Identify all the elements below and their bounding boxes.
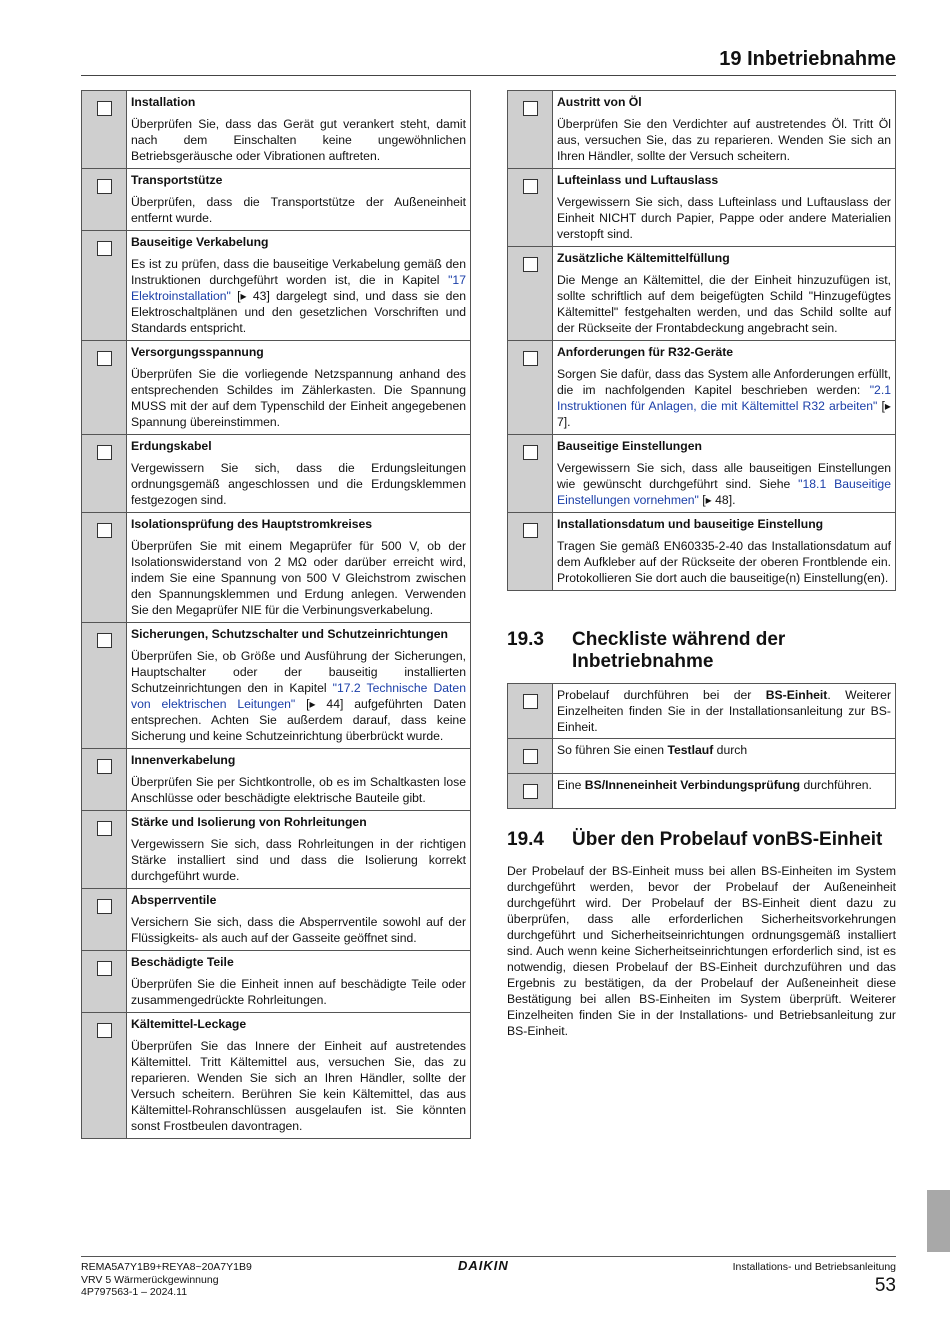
checklist-text-cell [127, 811, 471, 889]
footer-manual-title: Installations- und Betriebsanleitung [732, 1261, 896, 1273]
checklist-row [82, 889, 471, 951]
commissioning-checklist [507, 683, 896, 809]
checklist-row [82, 169, 471, 231]
checklist-item-description: Vergewissern Sie sich, dass die Erdungsleitungen ordnungsgemäß angeschlossen und die Erdungsklemmen festgezogen sind. [131, 461, 466, 507]
checklist-row [82, 811, 471, 889]
checkbox-cell [508, 513, 553, 591]
checklist-item-description: Überprüfen Sie mit einem Megaprüfer für 500 V, ob der Isolationswiderstand von 2 MΩ oder darüber erreicht wird, indem Sie eine Spannung von 500 V Gleichstrom zwischen den Spannungsklemmen und Erdung anlegen. Verwenden Sie den Megaprüfer NIE für die Verbinungsverkabelung. [131, 539, 466, 617]
checkbox-cell [82, 435, 127, 513]
checklist-item-title: Installation [131, 95, 196, 109]
checklist-item-title: Lufteinlass und Luftauslass [557, 173, 719, 187]
checklist-text-cell [553, 684, 896, 739]
section-number: 19.4 [507, 829, 544, 850]
checklist-text-cell [127, 1013, 471, 1139]
checklist-item-title: Absperrventile [131, 893, 217, 907]
description-text: [▸ 43] dargelegt sind, und dass sie den Elektroschaltplänen und den gesetzlichen Vorschriften und Standards entspricht. [131, 289, 466, 335]
description-text: Es ist zu prüfen, dass die bauseitige Verkabelung gemäß den Instruktionen durchgeführt worden ist, die in Kapitel [131, 257, 466, 287]
checklist-item-description: Überprüfen Sie das Innere der Einheit auf austretendes Kältemittel. Tritt Kältemittel aus, versuchen Sie, das zu reparieren. Wenden Sie sich an Ihren Händler, sollte der Versuch scheitern. Berühren Sie kein Kältemittel, das aus Kältemittel-Rohranschlüssen ausgelaufen ist. Sie könnten sonst Frostbeulen davontragen. [131, 1039, 466, 1133]
description-text: [▸ 48]. [698, 493, 736, 507]
checklist-row [82, 1013, 471, 1139]
item-text-bold: BS/Inneneinheit Verbindungsprüfung [584, 778, 801, 792]
checklist-item-title: Erdungskabel [131, 439, 212, 453]
checkbox-cell [82, 951, 127, 1013]
checklist-item-description [557, 366, 891, 430]
checkbox-cell [508, 684, 553, 739]
checklist-row [508, 774, 896, 809]
footer-product: VRV 5 Wärmerückgewinnung [81, 1273, 219, 1286]
item-text: durchführen. [800, 778, 872, 792]
checklist-row [82, 749, 471, 811]
checklist-item-title: Installationsdatum und bauseitige Einstellung [557, 517, 824, 531]
checkbox[interactable] [97, 821, 112, 836]
item-text: durch [713, 743, 748, 757]
checkbox[interactable] [523, 257, 538, 272]
item-text: Probelauf durchführen bei der [557, 688, 766, 702]
checkbox[interactable] [523, 101, 538, 116]
checklist-text-cell [127, 513, 471, 623]
checklist-item-description: Überprüfen Sie die vorliegende Netzspannung anhand des entsprechenden Schildes im Zählerkasten. Die Spannung MUSS mit der auf dem Typenschild der Einheit angegebenen Spannung übereinstimmen. [131, 367, 466, 429]
checkbox[interactable] [523, 351, 538, 366]
footer-doc-id: 4P797563-1 – 2024.11 [81, 1286, 188, 1298]
item-text-bold: Testlauf [667, 743, 714, 757]
checklist-text-cell [127, 231, 471, 341]
checkbox-cell [508, 435, 553, 513]
checklist-text-cell [553, 435, 896, 513]
checklist-item-description [557, 460, 891, 508]
checklist-item-title: Innenverkabelung [131, 753, 236, 767]
description-text: [▸ 44] aufgeführten Daten entsprechen. Achten Sie außerdem darauf, dass keine Sicherung und keine Schutzeinrichtung überbrückt wurde. [131, 697, 466, 743]
checklist-item-description: Überprüfen, dass die Transportstütze der Außeneinheit entfernt wurde. [131, 195, 466, 225]
cross-reference-link[interactable]: "17 Elektroinstallation" [131, 273, 466, 303]
checklist-row [508, 684, 896, 739]
checkbox[interactable] [523, 179, 538, 194]
checkbox-cell [508, 169, 553, 247]
checklist-row [508, 169, 896, 247]
section-19-4-heading [507, 829, 896, 853]
section-title: Checkliste während der Inbetriebnahme [572, 629, 786, 672]
item-text: So führen Sie einen [557, 743, 668, 757]
checkbox-cell [82, 889, 127, 951]
left-checklist [81, 90, 471, 1139]
checklist-item-title: Sicherungen, Schutzschalter und Schutzeinrichtungen [131, 627, 448, 641]
cross-reference-link[interactable]: "17.2 Technische Daten von elektrischen Leitungen" [131, 681, 466, 711]
checkbox[interactable] [97, 241, 112, 256]
checkbox-cell [508, 774, 553, 809]
checkbox-cell [82, 1013, 127, 1139]
checklist-item-title: Isolationsprüfung des Hauptstromkreises [131, 517, 373, 531]
checklist-text-cell [127, 91, 471, 169]
checklist-item-description: Überprüfen Sie per Sichtkontrolle, ob es im Schaltkasten lose Anschlüsse oder beschädigte elektrische Bauteile gibt. [131, 775, 466, 805]
checkbox-cell [82, 231, 127, 341]
checkbox-cell [82, 169, 127, 231]
checklist-text-cell [127, 169, 471, 231]
checklist-item-description: Überprüfen Sie den Verdichter auf austretendes Öl. Tritt Öl aus, versuchen Sie, das zu reparieren. Wenden Sie sich an Ihren Händler, sollte der Versuch scheitern. [557, 117, 891, 163]
checkbox[interactable] [97, 633, 112, 648]
cross-reference-link[interactable]: "18.1 Bauseitige Einstellungen vornehmen" [557, 477, 891, 507]
checkbox[interactable] [523, 445, 538, 460]
checklist-row [508, 341, 896, 435]
checklist-item-description [131, 648, 466, 744]
checklist-item-title: Bauseitige Verkabelung [131, 235, 269, 249]
chapter-title: 19 Inbetriebnahme [719, 48, 896, 70]
checklist-text-cell [127, 341, 471, 435]
checkbox-cell [82, 811, 127, 889]
checklist-row [508, 91, 896, 169]
checkbox[interactable] [523, 694, 538, 709]
checkbox-cell [508, 341, 553, 435]
checkbox-cell [508, 247, 553, 341]
checklist-item-title: Bauseitige Einstellungen [557, 439, 702, 453]
checkbox[interactable] [97, 1023, 112, 1038]
section-19-3-heading [507, 629, 896, 675]
checklist-item-description: Tragen Sie gemäß EN60335-2-40 das Installationsdatum auf dem Aufkleber auf der Rückseite der oberen Frontblende ein. Protokollieren Sie dort auch die bauseitige(n) Einstellung(en). [557, 539, 891, 585]
section-19-4-text: Der Probelauf der BS-Einheit muss bei allen BS-Einheiten im System durchgeführt werden, bevor der Probelauf der Außeneinheit durchgeführt wird. Der Probelauf der BS-Einheit dient dazu zu überprüfen, dass alle erforderlichen Sicherheitsvorkehrungen durchgeführt und Sicherheitseinrichtungen ordnungsgemäß installiert sind. Auch wenn keine Sicherheitseinrichtungen erforderlich sind, ist es notwendig, diesen Probelauf der BS-Einheit durchzuführen und das Ergebnis zu bestätigen, da der Probelauf der Außeneinheit diese Bestätigung bei allen BS-Einheiten im System überprüft. Weiterer Einzelheiten finden Sie in der Installations- und Betriebsanleitung zur BS-Einheit. [507, 864, 896, 1038]
checkbox-cell [82, 341, 127, 435]
checkbox[interactable] [97, 961, 112, 976]
checklist-text-cell [553, 739, 896, 774]
checklist-item-title: Stärke und Isolierung von Rohrleitungen [131, 815, 367, 829]
checkbox-cell [82, 749, 127, 811]
checklist-item-description [131, 256, 466, 336]
checkbox[interactable] [523, 784, 538, 799]
checklist-item-title: Austritt von Öl [557, 95, 642, 109]
checkbox-cell [508, 739, 553, 774]
checklist-item-description: Vergewissern Sie sich, dass Lufteinlass und Luftauslass der Einheit NICHT durch Papier, Pappe oder andere Materialien verstopft sind. [557, 195, 891, 241]
checklist-item-description: Versichern Sie sich, dass die Absperrventile sowohl auf der Flüssigkeits- als auch auf der Gasseite geöffnet sind. [131, 915, 466, 945]
checklist-text-cell [127, 749, 471, 811]
section-title: Über den Probelauf vonBS-Einheit [572, 829, 883, 850]
checklist-row [82, 231, 471, 341]
checklist-item-description: Überprüfen Sie, dass das Gerät gut verankert steht, damit nach dem Einschalten keine ungewöhnlichen Betriebsgeräusche oder Vibrationen auftreten. [131, 117, 466, 163]
item-text-bold: BS-Einheit [765, 688, 828, 702]
checklist-item-title: Versorgungsspannung [131, 345, 264, 359]
item-text: Eine [557, 778, 585, 792]
header-divider [81, 75, 896, 76]
checkbox[interactable] [97, 101, 112, 116]
checklist-row [82, 435, 471, 513]
checklist-item-title: Kältemittel-Leckage [131, 1017, 247, 1031]
checklist-text-cell [127, 435, 471, 513]
section-number: 19.3 [507, 629, 544, 650]
checklist-row [508, 435, 896, 513]
checklist-row [82, 951, 471, 1013]
checkbox[interactable] [523, 749, 538, 764]
description-text: Überprüfen Sie, ob Größe und Ausführung der Sicherungen, Hauptschalter oder der bauseitig installierten Schutzeinrichtungen den in Kapitel [131, 649, 466, 695]
checklist-text-cell [553, 169, 896, 247]
checklist-item-description: Überprüfen Sie die Einheit innen auf beschädigte Teile oder zusammengedrückte Rohrleitungen. [131, 977, 466, 1007]
checklist-row [82, 623, 471, 749]
checklist-text-cell [127, 623, 471, 749]
checklist-row [82, 91, 471, 169]
checklist-text-cell [127, 951, 471, 1013]
cross-reference-link[interactable]: "2.1 Instruktionen für Anlagen, die mit Kältemittel R32 arbeiten" [557, 383, 891, 413]
checkbox[interactable] [97, 351, 112, 366]
checkbox[interactable] [97, 899, 112, 914]
checklist-text-cell [553, 774, 896, 809]
checklist-item-description: Vergewissern Sie sich, dass Rohrleitungen in der richtigen Stärke installiert sind und dass die Isolierung korrekt durchgeführt wurde. [131, 837, 466, 883]
page-number: 53 [874, 1275, 896, 1296]
checklist-row [82, 513, 471, 623]
checklist-text-cell [553, 91, 896, 169]
checklist-text-cell [553, 247, 896, 341]
checklist-row [508, 739, 896, 774]
checkbox[interactable] [97, 759, 112, 774]
checklist-item-title: Zusätzliche Kältemittelfüllung [557, 251, 730, 265]
checklist-text-cell [553, 341, 896, 435]
checklist-row [508, 247, 896, 341]
daikin-logo: DAIKIN [458, 1258, 509, 1273]
description-text: [▸ 7]. [557, 399, 892, 429]
description-text: Sorgen Sie dafür, dass das System alle Anforderungen erfüllt, die im nachfolgenden Kapitel beschrieben werden: [557, 367, 891, 397]
checkbox-cell [508, 91, 553, 169]
chapter-side-tab [927, 1190, 950, 1252]
checkbox[interactable] [97, 445, 112, 460]
checklist-row [82, 341, 471, 435]
checklist-item-description: Die Menge an Kältemittel, die der Einheit hinzuzufügen ist, sollte schriftlich auf dem beigefügten Schild "Hinzugefügtes Kältemittel" festgehalten werden, und das Schild sollte auf der Rückseite der Frontabdeckung angebracht sein. [557, 273, 891, 335]
footer-model: REMA5A7Y1B9+REYA8~20A7Y1B9 [81, 1261, 252, 1273]
checklist-item-title: Anforderungen für R32-Geräte [557, 345, 734, 359]
checklist-text-cell [127, 889, 471, 951]
checkbox-cell [82, 91, 127, 169]
checkbox-cell [82, 513, 127, 623]
checklist-item-title: Transportstütze [131, 173, 223, 187]
description-text: Vergewissern Sie sich, dass alle bauseitigen Einstellungen wie gewünscht durchgeführt sind. Siehe [557, 461, 891, 491]
item-text: . Weiterer Einzelheiten finden Sie in der Installationsanleitung zur BS-Einheit. [557, 688, 892, 734]
right-checklist [507, 90, 896, 591]
footer-divider [81, 1256, 896, 1257]
checklist-item-title: Beschädigte Teile [131, 955, 234, 969]
checklist-text-cell [553, 513, 896, 591]
checkbox[interactable] [97, 523, 112, 538]
checkbox[interactable] [97, 179, 112, 194]
footer-doc-info [81, 1261, 252, 1299]
checkbox-cell [82, 623, 127, 749]
checklist-row [508, 513, 896, 591]
checkbox[interactable] [523, 523, 538, 538]
